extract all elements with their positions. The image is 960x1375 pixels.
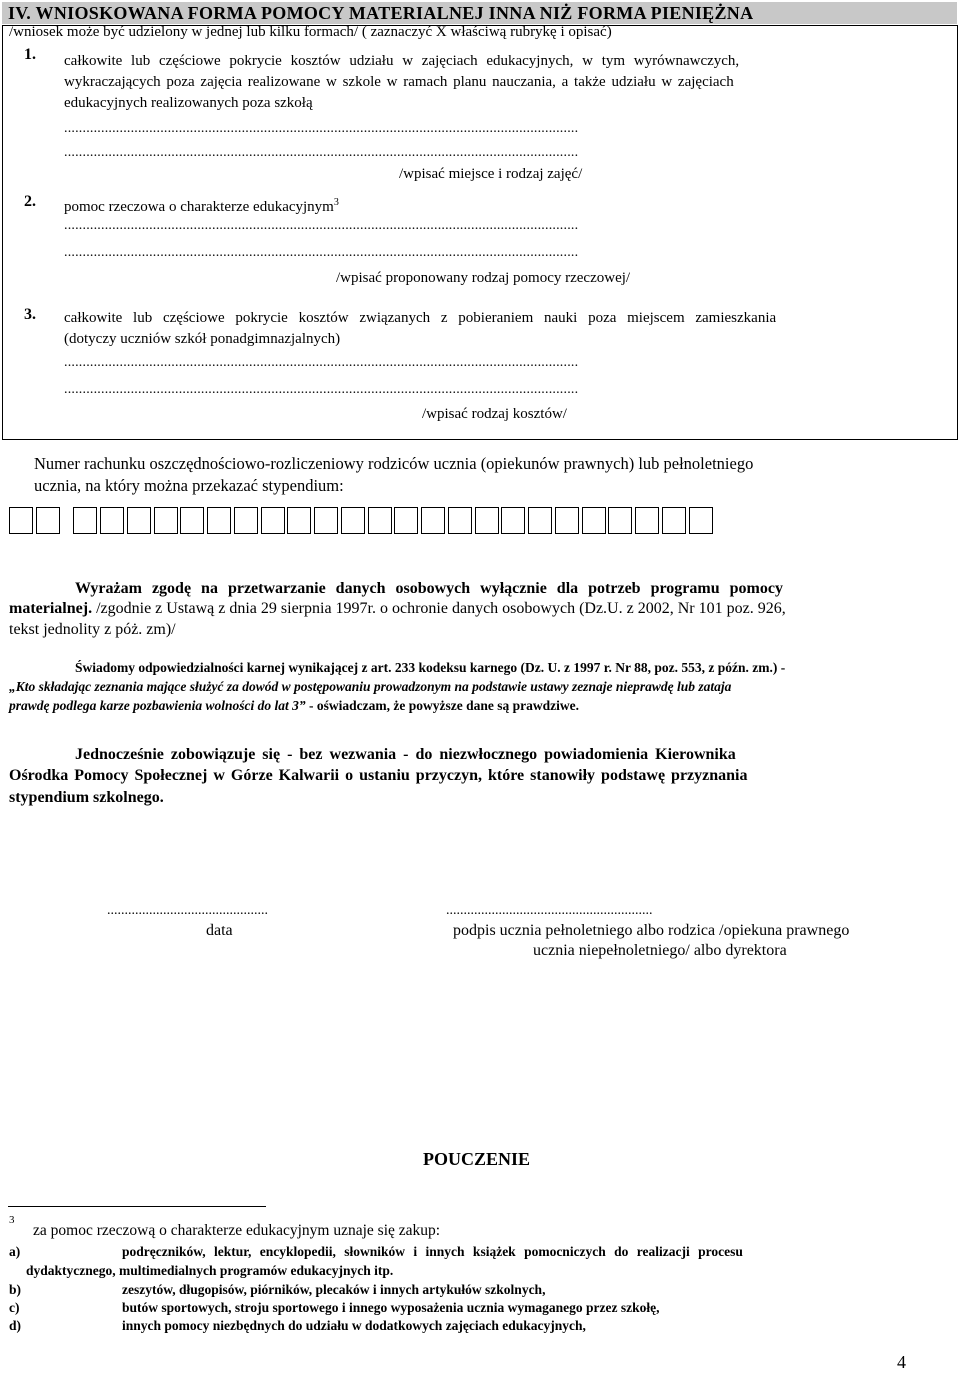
item-1-line-2: wykraczających poza zajęcia realizowane w szkole w ramach planu nauczania, a także udziału w zajęciach bbox=[64, 74, 734, 90]
signature-label-2: ucznia niepełnoletniego/ albo dyrektora bbox=[533, 942, 787, 959]
item-1-hint: /wpisać miejsce i rodzaj zajęć/ bbox=[399, 166, 583, 182]
account-label-2: ucznia, na który można przekazać stypendium: bbox=[34, 476, 344, 495]
obligation-line-1: Jednocześnie zobowiązuje się - bez wezwania - do niezwłocznego powiadomienia Kierownika bbox=[75, 746, 736, 763]
account-digit-box[interactable] bbox=[662, 507, 686, 534]
liability-line-3-italic: prawdę podlega karze pozbawienia wolności do lat 3” bbox=[9, 698, 306, 713]
footnote-item-c-text: butów sportowych, stroju sportowego i innego wyposażenia ucznia wymaganego przez szkołę, bbox=[122, 1300, 660, 1315]
account-digit-box[interactable] bbox=[501, 507, 525, 534]
account-digit-box[interactable] bbox=[36, 507, 60, 534]
account-digit-box[interactable] bbox=[475, 507, 499, 534]
account-digit-box[interactable] bbox=[421, 507, 445, 534]
footnote-marker: 3 bbox=[9, 1214, 15, 1226]
account-digit-box[interactable] bbox=[448, 507, 472, 534]
item-2-dots-1[interactable]: ........................................................................................................................................... bbox=[64, 218, 579, 233]
item-1-line-3: edukacyjnych realizowanych poza szkołą bbox=[64, 95, 313, 111]
item-1-dots-1[interactable]: ........................................................................................................................................... bbox=[64, 121, 579, 136]
consent-line-2-rest: /zgodnie z Ustawą z dnia 29 sierpnia 1997r. o ochronie danych osobowych (Dz.U. z 2002, Nr 101 poz. 926, bbox=[92, 600, 786, 617]
account-group-6 bbox=[501, 507, 609, 536]
item-2-dots-2[interactable]: ........................................................................................................................................... bbox=[64, 245, 579, 260]
obligation-line-2: Ośrodka Pomocy Społecznej w Górze Kalwarii o ustaniu przyczyn, które stanowiły podstawę przyznania bbox=[9, 767, 748, 784]
account-group-5 bbox=[394, 507, 502, 536]
obligation-line-3: stypendium szkolnego. bbox=[9, 789, 164, 806]
account-group-7 bbox=[608, 507, 716, 536]
signature-label-1: podpis ucznia pełnoletniego albo rodzica /opiekuna prawnego bbox=[453, 922, 850, 939]
account-group-2 bbox=[73, 507, 181, 536]
item-2-hint: /wpisać proponowany rodzaj pomocy rzeczowej/ bbox=[336, 270, 631, 286]
item-1-number: 1. bbox=[24, 46, 36, 63]
pouczenie-heading: POUCZENIE bbox=[423, 1149, 531, 1169]
footnote-item-c-letter: c) bbox=[9, 1300, 20, 1315]
item-1-dots-2[interactable]: ........................................................................................................................................... bbox=[64, 145, 579, 160]
account-digit-box[interactable] bbox=[154, 507, 178, 534]
account-label-1: Numer rachunku oszczędnościowo-rozliczeniowy rodziców ucznia (opiekunów prawnych) lub pełnoletniego bbox=[34, 454, 754, 473]
footnote-ref: 3 bbox=[333, 197, 339, 208]
footnote-item-d-letter: d) bbox=[9, 1318, 22, 1333]
item-2-text bbox=[64, 192, 339, 218]
liability-line-3 bbox=[9, 698, 579, 714]
item-3-line-1: całkowite lub częściowe pokrycie kosztów związanych z pobieraniem nauki poza miejscem zamieszkania bbox=[64, 310, 777, 326]
item-1-line-1: całkowite lub częściowe pokrycie kosztów udziału w zajęciach edukacyjnych, w tym wyrównawczych, bbox=[64, 53, 740, 69]
account-digit-box[interactable] bbox=[608, 507, 632, 534]
page-number: 4 bbox=[897, 1352, 906, 1372]
account-digit-box[interactable] bbox=[100, 507, 124, 534]
liability-line-3-rest: - oświadczam, że powyższe dane są prawdziwe. bbox=[305, 698, 579, 713]
account-digit-box[interactable] bbox=[261, 507, 285, 534]
item-2-number: 2. bbox=[24, 193, 36, 210]
footnote-item-b-text: zeszytów, długopisów, piórników, plecaków i innych artykułów szkolnych, bbox=[122, 1282, 546, 1297]
account-digit-box[interactable] bbox=[341, 507, 365, 534]
account-digit-box[interactable] bbox=[287, 507, 311, 534]
item-2-label: pomoc rzeczowa o charakterze edukacyjnym bbox=[64, 199, 334, 215]
footnote-text: za pomoc rzeczową o charakterze edukacyjnym uznaje się zakup: bbox=[33, 1222, 441, 1239]
account-digit-box[interactable] bbox=[582, 507, 606, 534]
account-digit-box[interactable] bbox=[528, 507, 552, 534]
liability-line-1: Świadomy odpowiedzialności karnej wynikającej z art. 233 kodeksu karnego (Dz. U. z 1997 r. Nr 88, poz. 553, z późn. zm.) - bbox=[75, 660, 786, 675]
account-group-3 bbox=[180, 507, 288, 536]
account-digit-box[interactable] bbox=[555, 507, 579, 534]
date-label: data bbox=[206, 922, 233, 939]
item-3-line-2: (dotyczy uczniów szkół ponadgimnazjalnych) bbox=[64, 331, 341, 347]
footnote-item-b-letter: b) bbox=[9, 1282, 22, 1297]
item-3-dots-2[interactable]: ........................................................................................................................................... bbox=[64, 382, 579, 397]
date-dots[interactable]: .............................................. bbox=[107, 903, 268, 918]
account-group-4 bbox=[287, 507, 395, 536]
footnote-item-a-letter: a) bbox=[9, 1244, 21, 1259]
account-digit-box[interactable] bbox=[635, 507, 659, 534]
signature-dots[interactable]: ........................................................... bbox=[446, 903, 653, 918]
consent-line-3: tekst jednolity z póż. zm)/ bbox=[9, 621, 176, 638]
account-digit-box[interactable] bbox=[234, 507, 258, 534]
account-digit-box[interactable] bbox=[180, 507, 204, 534]
account-digit-box[interactable] bbox=[394, 507, 418, 534]
item-3-hint: /wpisać rodzaj kosztów/ bbox=[422, 406, 567, 422]
section-subtitle: /wniosek może być udzielony w jednej lub kilku formach/ ( zaznaczyć X właściwą rubrykę i opisać) bbox=[9, 24, 612, 40]
account-digit-box[interactable] bbox=[314, 507, 338, 534]
account-group-1 bbox=[9, 507, 63, 536]
account-digit-box[interactable] bbox=[73, 507, 97, 534]
footnote-item-a-text-2: dydaktycznego, multimedialnych programów edukacyjnych itp. bbox=[26, 1263, 394, 1278]
consent-line-2-bold: materialnej. bbox=[9, 600, 93, 617]
consent-line-2 bbox=[9, 598, 786, 620]
footnote-item-d-text: innych pomocy niezbędnych do udziału w dodatkowych zajęciach edukacyjnych, bbox=[122, 1318, 586, 1333]
consent-line-1: Wyrażam zgodę na przetwarzanie danych osobowych wyłącznie dla potrzeb programu pomocy bbox=[75, 580, 783, 597]
footnote-separator bbox=[8, 1206, 266, 1207]
account-digit-box[interactable] bbox=[689, 507, 713, 534]
liability-line-2: „Kto składając zeznania mające służyć za dowód w postępowaniu prowadzonym na podstawie ustawy zeznaje nieprawdę lub zataja bbox=[9, 679, 732, 694]
account-digit-box[interactable] bbox=[368, 507, 392, 534]
account-digit-box[interactable] bbox=[9, 507, 33, 534]
item-3-dots-1[interactable]: ........................................................................................................................................... bbox=[64, 355, 579, 370]
item-3-number: 3. bbox=[24, 306, 36, 323]
footnote-item-a-text: podręczników, lektur, encyklopedii, słowników i innych książek pomocniczych do realizacji procesu bbox=[122, 1244, 743, 1259]
section-title: IV. WNIOSKOWANA FORMA POMOCY MATERIALNEJ INNA NIŻ FORMA PIENIĘŻNA bbox=[2, 2, 957, 24]
account-digit-box[interactable] bbox=[127, 507, 151, 534]
account-digit-box[interactable] bbox=[207, 507, 231, 534]
